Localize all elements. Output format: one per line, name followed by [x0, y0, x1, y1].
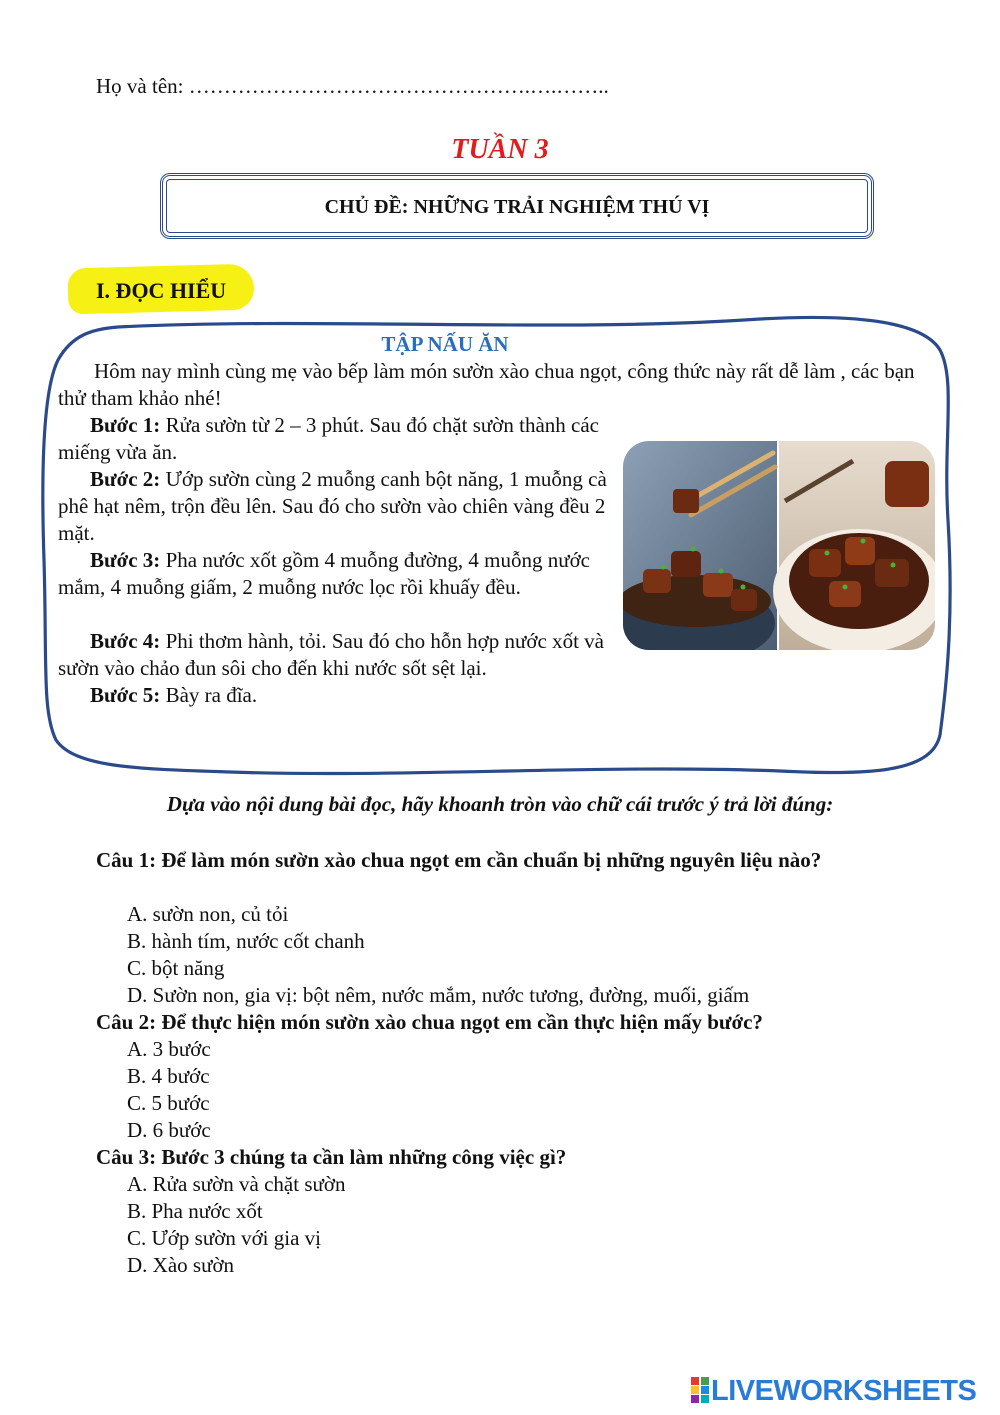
answer-option[interactable]: C. 5 bước: [127, 1091, 210, 1115]
answer-option[interactable]: A. 3 bước: [127, 1037, 211, 1061]
reading-title: TẬP NẤU ĂN: [381, 332, 509, 356]
food-photo: [623, 441, 935, 650]
answer-option[interactable]: B. 4 bước: [127, 1064, 210, 1088]
liveworksheets-logo[interactable]: [691, 1375, 976, 1408]
answer-option[interactable]: A. sườn non, củ tỏi: [127, 902, 289, 926]
logo-text: LIVEWORKSHEETS: [711, 1375, 977, 1407]
step-1: [58, 412, 618, 466]
step-label: Bước 3:: [90, 548, 161, 572]
answer-option[interactable]: C. bột năng: [127, 956, 225, 980]
question-2: Câu 2: Để thực hiện món sườn xào chua ngọt em cần thực hiện mấy bước?: [96, 1010, 763, 1034]
answer-option[interactable]: B. hành tím, nước cốt chanh: [127, 929, 365, 953]
answer-option[interactable]: D. 6 bước: [127, 1118, 211, 1142]
step-3: [58, 547, 598, 601]
logo-icon: [691, 1377, 709, 1403]
answer-option[interactable]: A. Rửa sườn và chặt sườn: [127, 1172, 346, 1196]
step-text: Ướp sườn cùng 2 muỗng canh bột năng, 1 muỗng cà phê hạt nêm, trộn đều lên. Sau đó cho sườn vào chiên vàng đều 2 mặt.: [58, 467, 607, 545]
reading-intro: Hôm nay mình cùng mẹ vào bếp làm món sườn xào chua ngọt, công thức này rất dễ làm , các bạn thử tham khảo nhé!: [58, 359, 915, 410]
student-name-line[interactable]: Họ và tên: ………………………………………….….……..: [96, 74, 609, 98]
step-2: [58, 466, 618, 547]
step-text: Pha nước xốt gồm 4 muỗng đường, 4 muỗng nước mắm, 4 muỗng giấm, 2 muỗng nước lọc rồi khuấy đều.: [58, 548, 591, 599]
step-5: [58, 682, 618, 709]
topic-title: CHỦ ĐỀ: NHỮNG TRẢI NGHIỆM THÚ VỊ: [324, 196, 710, 218]
answer-option[interactable]: D. Sườn non, gia vị: bột nêm, nước mắm, nước tương, đường, muối, giấm: [127, 983, 750, 1007]
step-label: Bước 1:: [90, 413, 161, 437]
week-title: TUẦN 3: [451, 134, 549, 165]
step-4: [58, 628, 613, 682]
answer-option[interactable]: C. Ướp sườn với gia vị: [127, 1226, 321, 1250]
answer-option[interactable]: B. Pha nước xốt: [127, 1199, 263, 1223]
question-1: Câu 1: Để làm món sườn xào chua ngọt em cần chuẩn bị những nguyên liệu nào?: [96, 848, 822, 872]
step-text: Phi thơm hành, tỏi. Sau đó cho hỗn hợp nước xốt và sườn vào chảo đun sôi cho đến khi nước sốt sệt lại.: [58, 629, 604, 680]
step-label: Bước 4:: [90, 629, 161, 653]
section-heading: I. ĐỌC HIỂU: [96, 278, 227, 303]
step-text: Rửa sườn từ 2 – 3 phút. Sau đó chặt sườn thành các miếng vừa ăn.: [58, 413, 599, 464]
instruction: Dựa vào nội dung bài đọc, hãy khoanh tròn vào chữ cái trước ý trả lời đúng:: [166, 792, 834, 816]
question-3: Câu 3: Bước 3 chúng ta cần làm những công việc gì?: [96, 1145, 567, 1169]
step-label: Bước 2:: [90, 467, 161, 491]
step-label: Bước 5:: [90, 683, 161, 707]
step-text: Bày ra đĩa.: [160, 683, 258, 707]
answer-option[interactable]: D. Xào sườn: [127, 1253, 235, 1277]
